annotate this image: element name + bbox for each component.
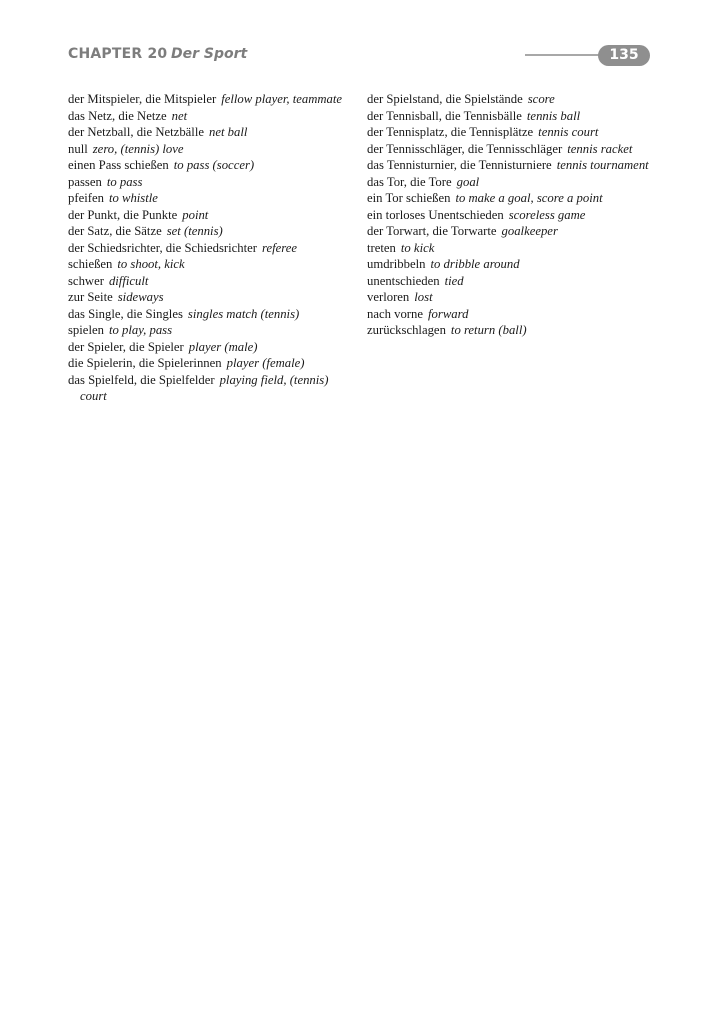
english-translation: lost — [414, 290, 433, 304]
vocab-entry — [367, 240, 657, 257]
german-term: ein Tor schießen — [367, 191, 451, 205]
german-term: umdribbeln — [367, 257, 426, 271]
english-translation: set (tennis) — [166, 224, 223, 238]
english-translation: to pass — [106, 174, 143, 189]
vocab-entry — [68, 273, 358, 290]
page-header — [68, 45, 650, 67]
german-term: verloren — [367, 290, 410, 304]
english-translation: to pass (soccer) — [173, 158, 255, 172]
english-translation: player (female) — [226, 356, 305, 370]
vocab-entry — [367, 223, 657, 240]
vocab-entry — [68, 339, 358, 356]
vocab-entry — [68, 207, 358, 224]
vocab-column-left — [68, 91, 358, 405]
vocab-entry — [367, 141, 657, 158]
english-translation: goal — [456, 174, 480, 189]
vocab-entry — [68, 355, 358, 372]
vocab-entry — [367, 157, 657, 174]
german-term: das Tor, die Tore — [367, 174, 452, 189]
english-translation: zero, (tennis) love — [92, 141, 184, 156]
vocab-entry — [68, 91, 358, 108]
german-term: pfeifen — [68, 191, 104, 205]
chapter-label: CHAPTER 20 — [68, 46, 168, 62]
english-translation: player (male) — [188, 339, 258, 354]
vocab-entry — [68, 124, 358, 141]
vocab-entry — [68, 289, 358, 306]
vocab-entry — [367, 108, 657, 125]
vocab-entry — [68, 240, 358, 257]
german-term: der Punkt, die Punkte — [68, 207, 178, 222]
english-translation: tennis racket — [567, 141, 633, 156]
vocab-entry — [68, 190, 358, 207]
vocab-column-right — [367, 91, 657, 339]
english-translation: to dribble around — [430, 257, 520, 271]
vocab-entry — [367, 207, 657, 224]
german-term: unentschieden — [367, 273, 440, 288]
german-term: null — [68, 141, 88, 156]
english-translation: to return (ball) — [450, 323, 527, 337]
vocab-entry — [367, 306, 657, 323]
english-translation: tied — [444, 273, 464, 288]
page-number-badge: 135 — [598, 45, 650, 66]
english-translation: tennis tournament — [556, 158, 649, 172]
vocab-entry — [68, 372, 358, 405]
english-translation: score — [527, 92, 555, 106]
english-translation: to kick — [400, 240, 435, 255]
german-term: der Satz, die Sätze — [68, 224, 162, 238]
german-term: der Mitspieler, die Mitspieler — [68, 92, 217, 106]
german-term: das Single, die Singles — [68, 306, 183, 321]
chapter-title: Der Sport — [171, 46, 248, 62]
english-translation: to make a goal, score a point — [455, 191, 603, 205]
german-term: der Tennisplatz, die Tennisplätze — [367, 125, 534, 139]
german-term: treten — [367, 240, 396, 255]
english-translation: goalkeeper — [501, 224, 558, 238]
vocab-entry — [367, 174, 657, 191]
german-term: ein torloses Unentschieden — [367, 207, 504, 222]
german-term: der Spieler, die Spieler — [68, 339, 184, 354]
german-term: das Tennisturnier, die Tennisturniere — [367, 158, 552, 172]
english-translation: referee — [262, 240, 298, 255]
vocab-entry — [68, 174, 358, 191]
german-term: schwer — [68, 273, 104, 288]
vocab-entry — [68, 322, 358, 339]
german-term: das Netz, die Netze — [68, 108, 167, 123]
german-term: einen Pass schießen — [68, 158, 169, 172]
german-term: der Schiedsrichter, die Schiedsrichter — [68, 240, 258, 255]
vocab-entry — [68, 141, 358, 158]
german-term: passen — [68, 174, 102, 189]
english-translation: net — [171, 108, 188, 123]
german-term: schießen — [68, 257, 113, 271]
vocab-entry — [367, 289, 657, 306]
english-translation: to play, pass — [108, 323, 173, 337]
vocab-entry — [367, 256, 657, 273]
german-term: der Tennisschläger, die Tennisschläger — [367, 141, 563, 156]
german-term: der Tennisball, die Tennisbälle — [367, 108, 522, 123]
vocab-entry — [367, 190, 657, 207]
german-term: die Spielerin, die Spielerinnen — [68, 356, 222, 370]
german-term: zurückschlagen — [367, 323, 446, 337]
vocab-entry — [367, 322, 657, 339]
vocab-entry — [68, 223, 358, 240]
german-term: der Netzball, die Netzbälle — [68, 125, 204, 139]
english-translation: to shoot, kick — [117, 257, 185, 271]
english-translation: playing field, (tennis) court — [80, 372, 329, 403]
german-term: nach vorne — [367, 306, 424, 321]
german-term: der Spielstand, die Spielstände — [367, 92, 523, 106]
english-translation: scoreless game — [508, 207, 586, 222]
vocab-entry — [68, 306, 358, 323]
german-term: der Torwart, die Torwarte — [367, 224, 497, 238]
english-translation: sideways — [117, 290, 164, 304]
vocab-entry — [367, 273, 657, 290]
vocab-entry — [68, 157, 358, 174]
vocab-entry — [367, 91, 657, 108]
english-translation: fellow player, teammate — [221, 92, 343, 106]
german-term: zur Seite — [68, 290, 113, 304]
english-translation: tennis ball — [526, 108, 581, 123]
german-term: spielen — [68, 323, 104, 337]
vocab-entry — [68, 256, 358, 273]
vocab-entry — [68, 108, 358, 125]
english-translation: to whistle — [108, 191, 158, 205]
english-translation: difficult — [108, 273, 149, 288]
english-translation: point — [182, 207, 209, 222]
german-term: das Spielfeld, die Spielfelder — [68, 372, 215, 387]
vocab-entry — [367, 124, 657, 141]
english-translation: tennis court — [538, 125, 599, 139]
english-translation: singles match (tennis) — [187, 306, 300, 321]
english-translation: net ball — [208, 125, 248, 139]
english-translation: forward — [428, 306, 469, 321]
